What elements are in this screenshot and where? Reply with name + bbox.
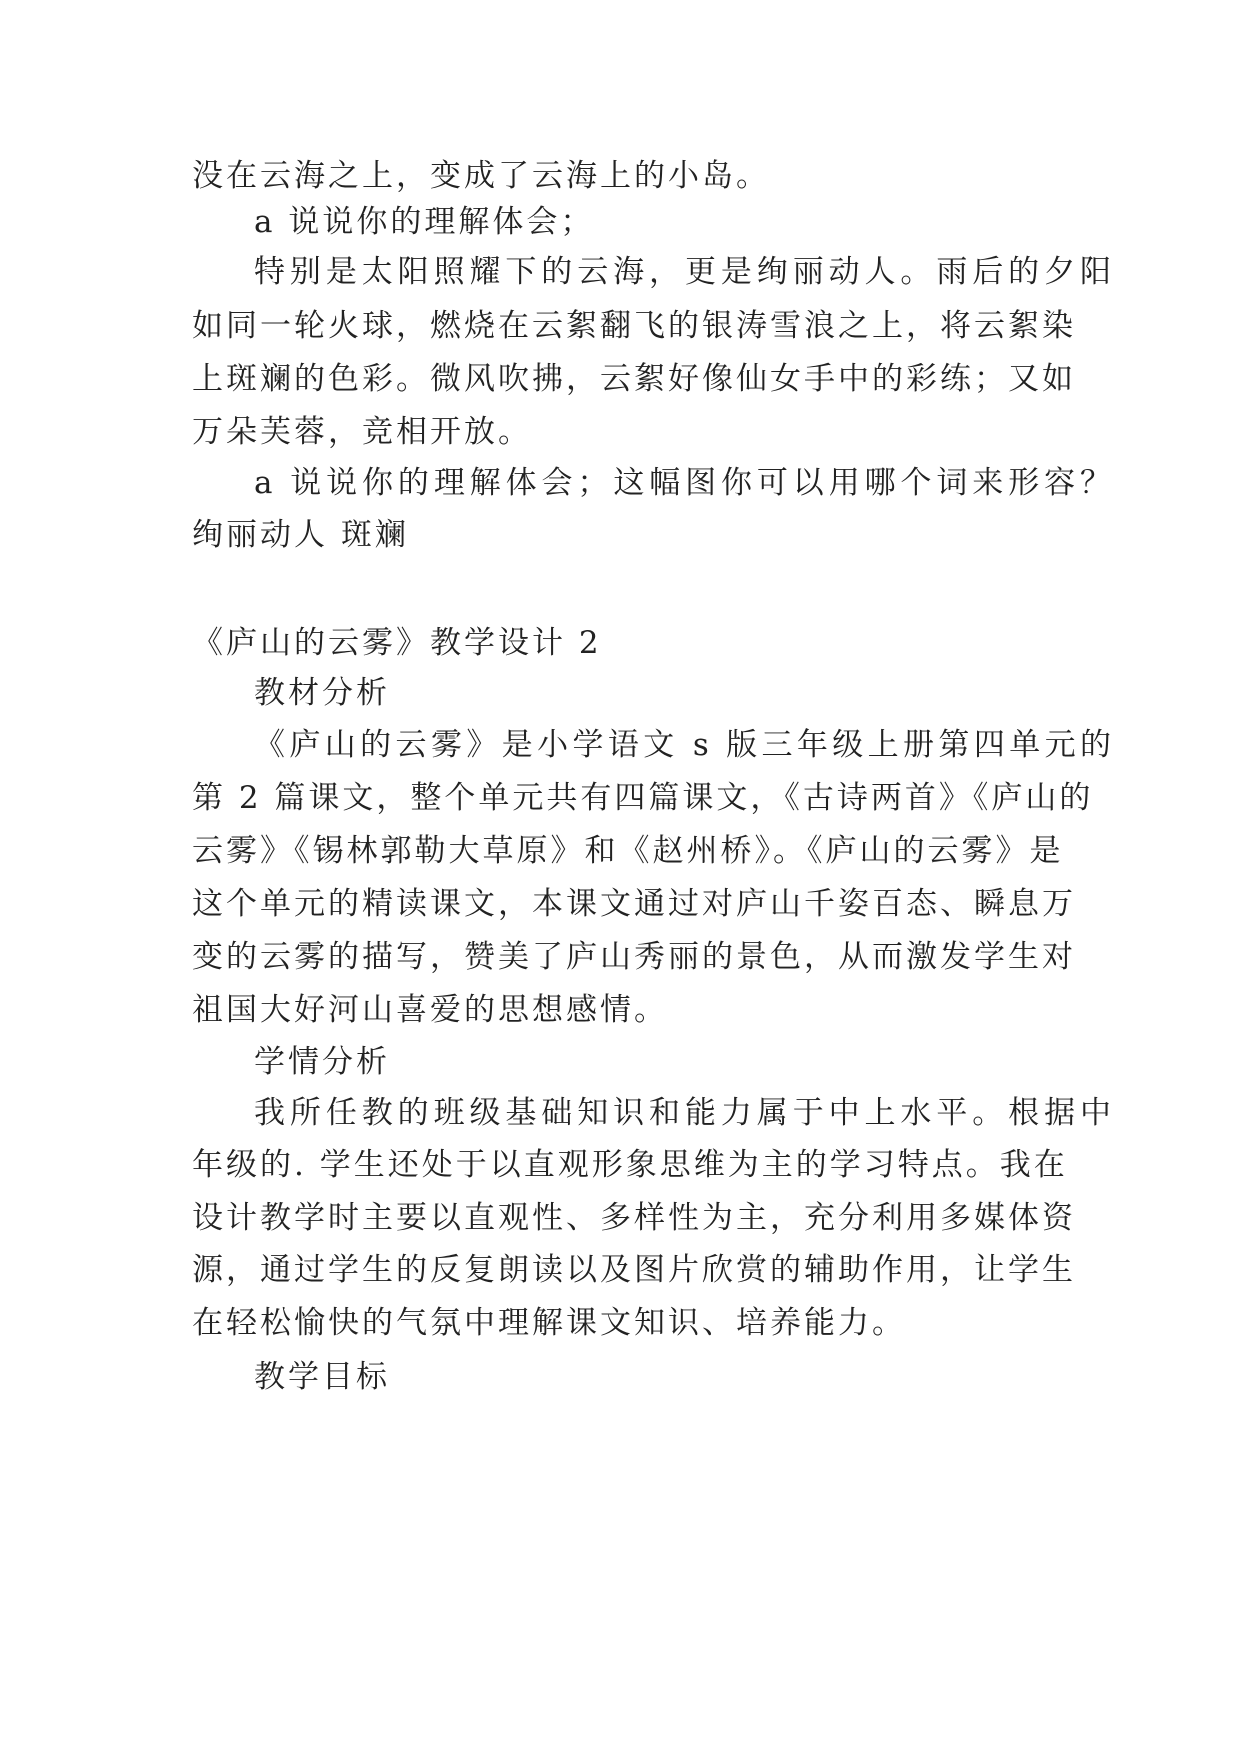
- paragraph-line: 《庐山的云雾》是小学语文 s 版三年级上册第四单元的: [254, 727, 1114, 763]
- paragraph-line: 这个单元的精读课文，本课文通过对庐山千姿百态、瞬息万: [192, 886, 1076, 922]
- paragraph-line: 祖国大好河山喜爱的思想感情。: [192, 992, 668, 1028]
- paragraph-line: 我所任教的班级基础知识和能力属于中上水平。根据中: [254, 1095, 1114, 1131]
- answer-line: 绚丽动人 斑斓: [192, 517, 409, 553]
- paragraph-line: 上斑斓的色彩。微风吹拂，云絮好像仙女手中的彩练；又如: [192, 361, 1076, 397]
- heading-textbook-analysis: 教材分析: [254, 675, 390, 711]
- section-title: 《庐山的云雾》教学设计 2: [192, 625, 602, 661]
- paragraph-line: 特别是太阳照耀下的云海，更是绚丽动人。雨后的夕阳: [254, 254, 1114, 290]
- paragraph-line: 没在云海之上，变成了云海上的小岛。: [192, 158, 770, 194]
- paragraph-line: 源，通过学生的反复朗读以及图片欣赏的辅助作用，让学生: [192, 1252, 1076, 1288]
- question-line: a 说说你的理解体会；: [254, 204, 595, 240]
- paragraph-line: 设计教学时主要以直观性、多样性为主，充分利用多媒体资: [192, 1200, 1076, 1236]
- paragraph-line: 第 2 篇课文，整个单元共有四篇课文，《古诗两首》《庐山的: [192, 780, 1094, 816]
- paragraph-line: 万朵芙蓉，竞相开放。: [192, 414, 532, 450]
- paragraph-line: 如同一轮火球，燃烧在云絮翻飞的银涛雪浪之上，将云絮染: [192, 308, 1076, 344]
- paragraph-line: 年级的. 学生还处于以直观形象思维为主的学习特点。我在: [192, 1147, 1068, 1183]
- heading-teaching-goals: 教学目标: [254, 1359, 390, 1395]
- question-line: a 说说你的理解体会；这幅图你可以用哪个词来形容？: [254, 465, 1114, 501]
- paragraph-line: 在轻松愉快的气氛中理解课文知识、培养能力。: [192, 1305, 906, 1341]
- paragraph-line: 云雾》《锡林郭勒大草原》和《赵州桥》。《庐山的云雾》是: [192, 833, 1064, 869]
- paragraph-line: 变的云雾的描写，赞美了庐山秀丽的景色，从而激发学生对: [192, 939, 1076, 975]
- heading-student-analysis: 学情分析: [254, 1044, 390, 1080]
